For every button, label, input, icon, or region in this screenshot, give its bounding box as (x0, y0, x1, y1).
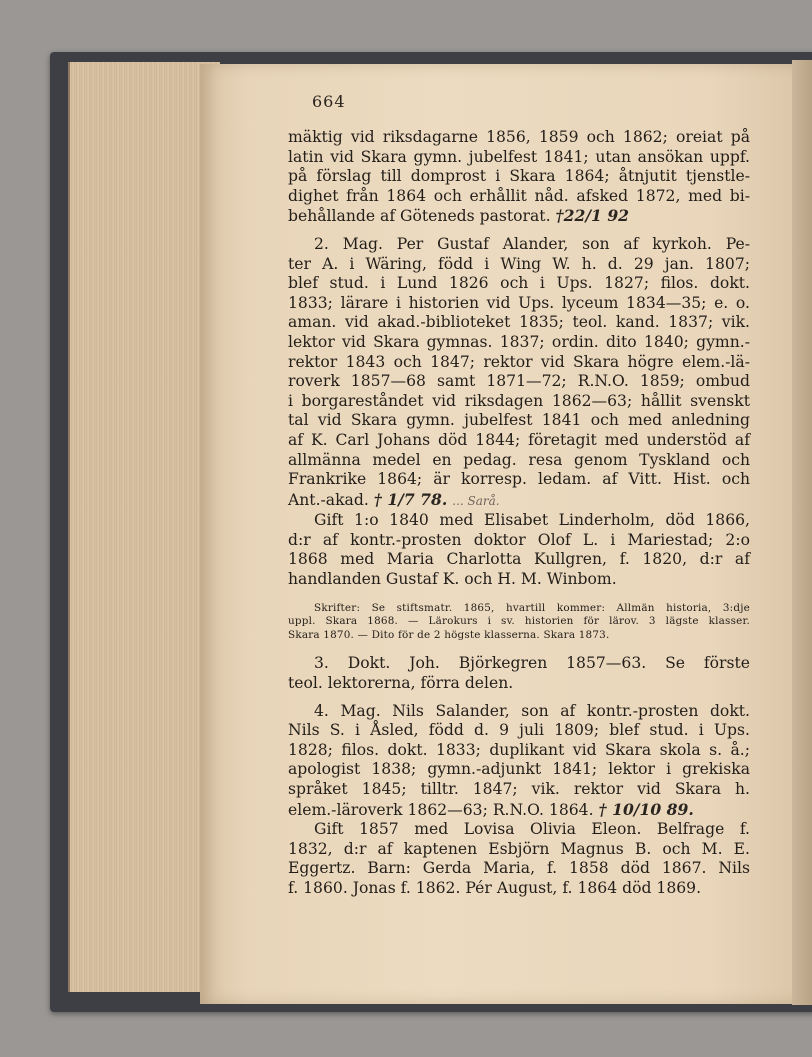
text-line (288, 206, 750, 227)
text-line-content: behållande af Göteneds pastorat. (288, 207, 551, 226)
paragraph-continuation (288, 128, 750, 227)
text-line: 1832, d:r af kaptenen Esbjörn Magnus B. och M. E. (288, 839, 750, 858)
text-line: 1828; filos. dokt. 1833; duplikant vid Skara skola s. å.; (288, 740, 750, 759)
page-text (288, 128, 750, 899)
text-line: latin vid Skara gymn. jubelfest 1841; utan ansökan uppf. (288, 147, 750, 166)
text-line: Nils S. i Åsled, född d. 9 juli 1809; blef stud. i Ups. (288, 721, 750, 740)
handwritten-note: †22/1 92 (555, 206, 630, 226)
text-line: allmänna medel en pedag. resa genom Tyskland och (288, 450, 750, 469)
text-line: språket 1845; tilltr. 1847; vik. rektor vid Skara h. (288, 780, 750, 798)
text-line: blef stud. i Lund 1826 och i Ups. 1827; filos. dokt. (288, 274, 750, 293)
text-line: mäktig vid riksdagarne 1856, 1859 och 1862; oreiat på (288, 128, 750, 146)
text-line: Gift 1857 med Lovisa Olivia Eleon. Belfrage f. (314, 820, 750, 839)
text-line: lektor vid Skara gymnas. 1837; ordin. dito 1840; gymn.- (288, 332, 750, 351)
text-line: på förslag till domprost i Skara 1864; åtnjutit tjenstle- (288, 167, 750, 186)
paragraph-alander (288, 235, 750, 511)
text-line: i borgareståndet vid riksdagen 1862—63; hållit svenskt (288, 391, 750, 410)
paragraph-bjorkegren (288, 654, 750, 693)
text-line: aman. vid akad.-biblioteket 1835; teol. kand. 1837; vik. (288, 313, 750, 332)
paragraph-salander-marriage (288, 820, 750, 898)
text-line: 1833; lärare i historien vid Ups. lyceum 1834—35; e. o. (288, 293, 750, 312)
text-line: apologist 1838; gymn.-adjunkt 1841; lektor i grekiska (288, 760, 750, 779)
paragraph-alander-marriage (288, 511, 750, 589)
text-line: teol. lektorerna, förra delen. (288, 674, 514, 693)
text-line: d:r af kontr.-prosten doktor Olof L. i Mariestad; 2:o (288, 530, 750, 549)
text-line: ter A. i Wäring, född i Wing W. h. d. 29 jan. 1807; (288, 254, 750, 273)
text-line (288, 800, 750, 821)
text-line: f. 1860. Jonas f. 1862. Pér August, f. 1864 död 1869. (288, 878, 702, 897)
paragraph-writings (288, 602, 750, 643)
text-line-content: elem.-läroverk 1862—63; R.N.O. 1864. (288, 800, 594, 819)
text-line: Eggertz. Barn: Gerda Maria, f. 1858 död 1867. Nils (288, 859, 750, 878)
text-line: rektor 1843 och 1847; rektor vid Skara högre elem.-lä- (288, 352, 750, 371)
right-page-edge (792, 60, 812, 1005)
text-line: 2. Mag. Per Gustaf Alander, son af kyrkoh. Pe- (314, 234, 750, 253)
handwritten-note: † 10/10 89. (598, 799, 694, 819)
handwritten-note: † 1/7 78. (373, 489, 448, 509)
text-line: uppl. Skara 1868. — Lärokurs i sv. historien för lärov. 3 lägste klasser. (288, 615, 750, 628)
text-line: Skara 1870. — Dito för de 2 högste klasserna. Skara 1873. (288, 628, 610, 641)
text-line: dighet från 1864 och erhållit nåd. afsked 1872, med bi- (288, 186, 750, 205)
handwritten-faint-note: ... Sarå. (452, 493, 500, 508)
text-line: 1868 med Maria Charlotta Kullgren, f. 1820, d:r af (288, 550, 750, 569)
text-line: handlanden Gustaf K. och H. M. Winbom. (288, 570, 617, 589)
page-edges (68, 62, 220, 992)
text-line (288, 490, 750, 512)
text-line: af K. Carl Johans död 1844; företagit med understöd af (288, 430, 750, 449)
text-line: roverk 1857—68 samt 1871—72; R.N.O. 1859; ombud (288, 372, 750, 391)
page-number: 664 (312, 92, 346, 111)
text-line: Frankrike 1864; är korresp. ledam. af Vitt. Hist. och (288, 470, 750, 489)
text-line: tal vid Skara gymn. jubelfest 1841 och med anledning (288, 411, 750, 430)
text-line: Gift 1:o 1840 med Elisabet Linderholm, död 1866, (314, 511, 750, 530)
paragraph-salander (288, 702, 750, 821)
text-line-content: Ant.-akad. (288, 490, 369, 509)
text-line: 4. Mag. Nils Salander, son af kontr.-prosten dokt. (314, 701, 750, 720)
text-line: 3. Dokt. Joh. Björkegren 1857—63. Se förste (314, 654, 750, 673)
text-line: Skrifter: Se stiftsmatr. 1865, hvartill kommer: Allmän historia, 3:dje (314, 601, 750, 614)
